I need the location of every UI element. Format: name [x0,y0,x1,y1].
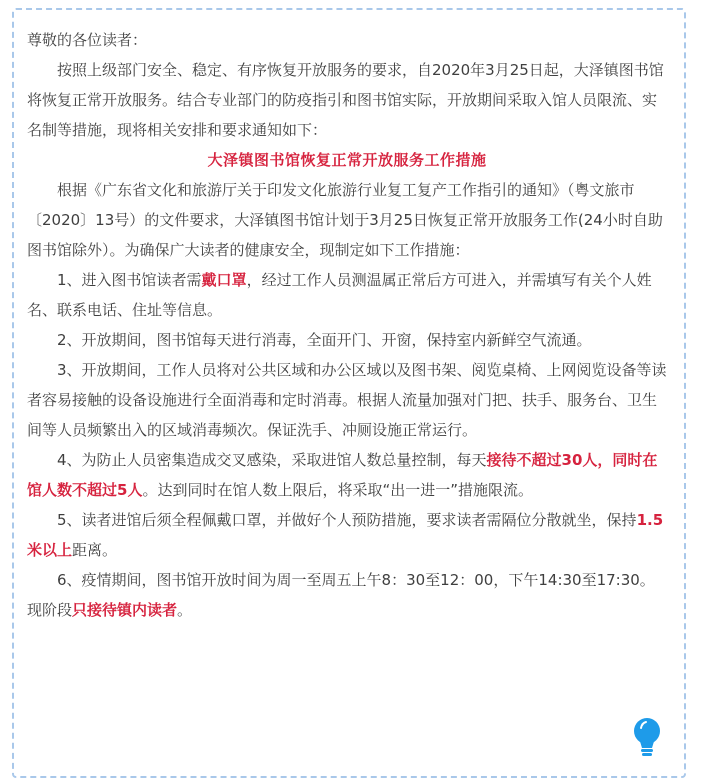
measure-item-3: 3、开放期间，工作人员将对公共区域和办公区域以及图书架、阅览桌椅、上网阅览设备等读者容易接触的设备设施进行全面消毒和定时消毒。根据人流量加强对门把、扶手、服务台、卫生间等人员频繁出入的区域消毒频次。保证洗手、冲厕设施正常运行。 [27,361,667,439]
basis-paragraph: 根据《广东省文化和旅游厅关于印发文化旅游行业复工复产工作指引的通知》（粤文旅市〔2020〕13号）的文件要求，大泽镇图书馆计划于3月25日恢复正常开放服务工作(24小时自助图书馆除外）。为确保广大读者的健康安全，现制定如下工作措施： [27,181,663,259]
measure-text: 。达到同时在馆人数上限后，将采取“出一进一”措施限流。 [142,481,533,499]
measure-highlight: 接待不超过30人，同时在馆人数不超过5人 [27,451,658,499]
measure-item-4 [27,445,667,505]
measure-text: 距离。 [72,541,118,559]
measure-text: 4、为防止人员密集造成交叉感染，采取进馆人数总量控制，每天 [57,451,487,469]
measure-text: 1、进入图书馆读者需 [57,271,202,289]
measure-item-2: 2、开放期间，图书馆每天进行消毒，全面开门、开窗，保持室内新鲜空气流通。 [57,331,592,349]
lightbulb-icon [630,716,664,760]
measure-item-6 [27,565,667,625]
measure-text: 。 [177,601,193,619]
measure-item-5 [27,505,667,565]
measure-item-1 [27,265,667,325]
notice-content [27,25,667,625]
measure-text: 6、疫情期间，图书馆开放时间为周一至周五上午8：30至12：00，下午14:30至17:30。现阶段 [27,571,655,619]
measure-text: ，经过工作人员测温属正常后方可进入，并需填写有关个人姓名、联系电话、住址等信息。 [27,271,652,319]
intro-paragraph: 按照上级部门安全、稳定、有序恢复开放服务的要求，自2020年3月25日起，大泽镇图书馆将恢复正常开放服务。结合专业部门的防疫指引和图书馆实际，开放期间采取入馆人员限流、实名制等措施，现将相关安排和要求通知如下： [27,61,664,139]
measures-title: 大泽镇图书馆恢复正常开放服务工作措施 [207,151,487,169]
measure-highlight: 戴口罩 [201,271,247,289]
measure-highlight: 只接待镇内读者 [72,601,178,619]
measure-text: 5、读者进馆后须全程佩戴口罩，并做好个人预防措施，要求读者需隔位分散就坐，保持 [57,511,637,529]
measure-highlight: 1.5米以上 [27,511,664,559]
greeting: 尊敬的各位读者： [27,31,148,49]
